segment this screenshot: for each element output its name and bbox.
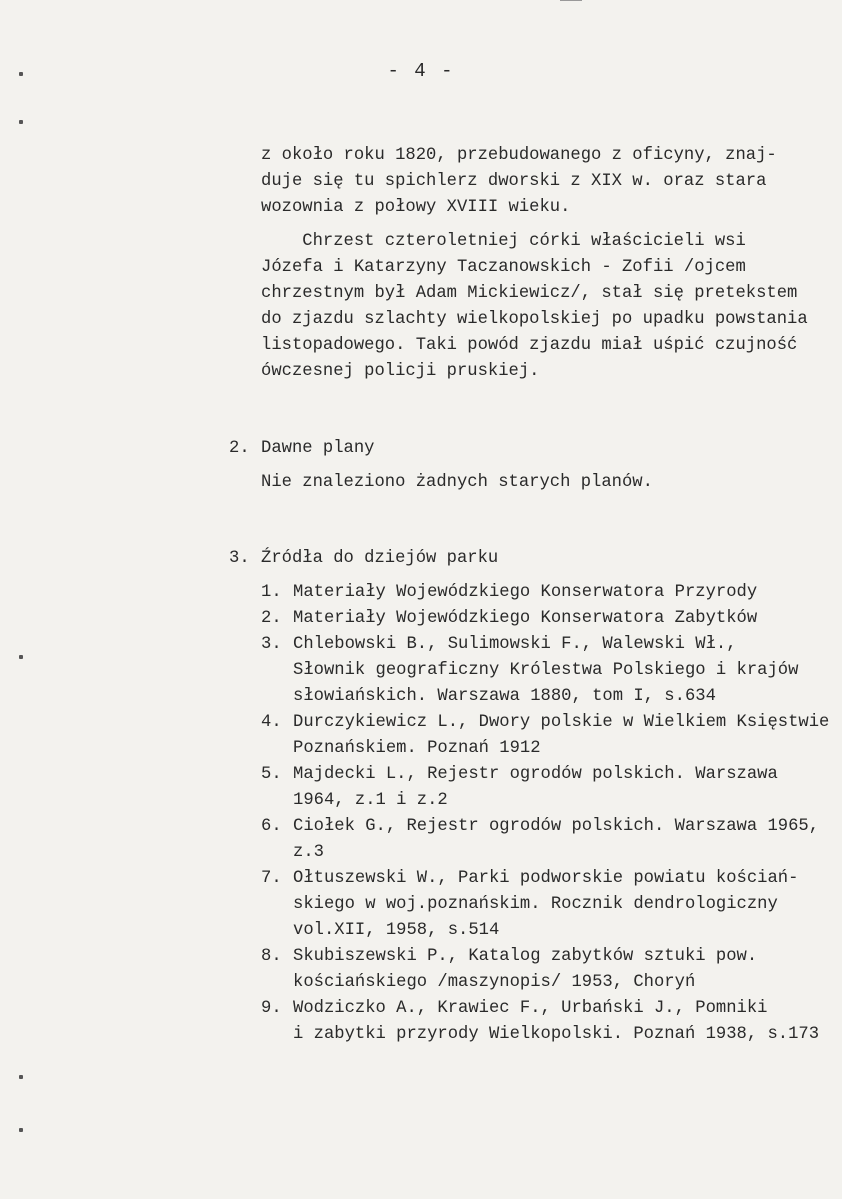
- source-number: 3.: [261, 635, 282, 654]
- source-number: 9.: [261, 999, 282, 1018]
- source-line: Materiały Wojewódzkiego Konserwatora Zabytków: [293, 609, 758, 628]
- margin-mark: [19, 1128, 23, 1132]
- source-line: Ciołek G., Rejestr ogrodów polskich. Warszawa 1965,: [293, 817, 820, 836]
- section-number: 2.: [229, 439, 250, 458]
- source-line: vol.XII, 1958, s.514: [293, 921, 500, 940]
- source-line: i zabytki przyrody Wielkopolski. Poznań 1938, s.173: [293, 1025, 820, 1044]
- source-line: Słownik geograficzny Królestwa Polskiego i krajów: [293, 661, 799, 680]
- margin-mark: [19, 120, 23, 124]
- source-line: Poznańskiem. Poznań 1912: [293, 739, 541, 758]
- source-line: Majdecki L., Rejestr ogrodów polskich. Warszawa: [293, 765, 778, 784]
- source-number: 8.: [261, 947, 282, 966]
- paragraph-line: z około roku 1820, przebudowanego z oficyny, znaj-: [261, 146, 777, 165]
- paragraph-line: duje się tu spichlerz dworski z XIX w. oraz stara: [261, 172, 767, 191]
- section-number: 3.: [229, 549, 250, 568]
- source-number: 1.: [261, 583, 282, 602]
- source-line: Skubiszewski P., Katalog zabytków sztuki pow.: [293, 947, 758, 966]
- source-line: kościańskiego /maszynopis/ 1953, Choryń: [293, 973, 696, 992]
- section-heading: Źródła do dziejów parku: [261, 549, 499, 568]
- page-number: - 4 -: [387, 60, 455, 82]
- paragraph-line: chrzestnym był Adam Mickiewicz/, stał się pretekstem: [261, 284, 798, 303]
- source-number: 4.: [261, 713, 282, 732]
- source-number: 5.: [261, 765, 282, 784]
- margin-mark: [19, 1075, 23, 1079]
- source-line: Ołtuszewski W., Parki podworskie powiatu kościań-: [293, 869, 799, 888]
- paragraph-line: listopadowego. Taki powód zjazdu miał uśpić czujność: [261, 336, 798, 355]
- source-number: 2.: [261, 609, 282, 628]
- source-line: Durczykiewicz L., Dwory polskie w Wielkiem Księstwie: [293, 713, 830, 732]
- margin-mark: [19, 655, 23, 659]
- top-edge-mark: [560, 0, 582, 4]
- section-text: Nie znaleziono żadnych starych planów.: [261, 473, 653, 492]
- paragraph-line: wozownia z połowy XVIII wieku.: [261, 198, 571, 217]
- source-number: 6.: [261, 817, 282, 836]
- source-number: 7.: [261, 869, 282, 888]
- source-line: z.3: [293, 843, 324, 862]
- source-line: Wodziczko A., Krawiec F., Urbański J., Pomniki: [293, 999, 768, 1018]
- source-line: 1964, z.1 i z.2: [293, 791, 448, 810]
- source-line: Chlebowski B., Sulimowski F., Walewski Wł.,: [293, 635, 737, 654]
- section-heading: Dawne plany: [261, 439, 375, 458]
- paragraph-line: Józefa i Katarzyny Taczanowskich - Zofii /ojcem: [261, 258, 746, 277]
- paragraph-line: ówczesnej policji pruskiej.: [261, 362, 540, 381]
- paragraph-line: do zjazdu szlachty wielkopolskiej po upadku powstania: [261, 310, 808, 329]
- source-line: Materiały Wojewódzkiego Konserwatora Przyrody: [293, 583, 758, 602]
- source-line: słowiańskich. Warszawa 1880, tom I, s.634: [293, 687, 716, 706]
- paragraph-line: Chrzest czteroletniej córki właścicieli wsi: [261, 232, 746, 251]
- source-line: skiego w woj.poznańskim. Rocznik dendrologiczny: [293, 895, 778, 914]
